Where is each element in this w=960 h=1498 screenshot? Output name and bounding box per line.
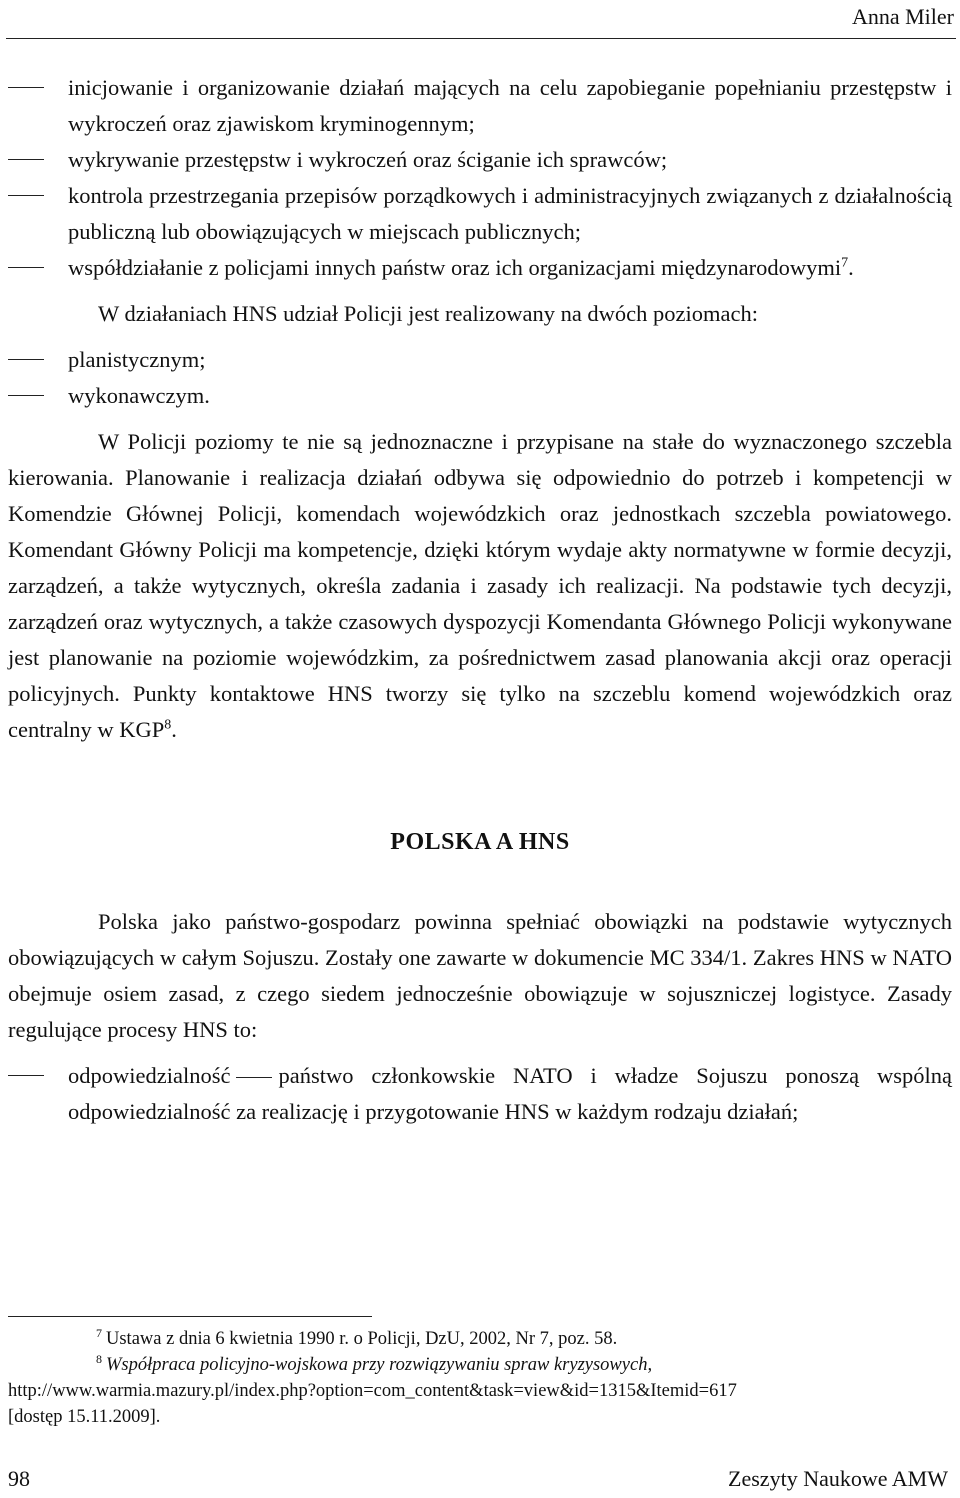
dash-bullet bbox=[8, 1075, 44, 1076]
dash-bullet bbox=[8, 267, 44, 268]
footnote-7 bbox=[8, 1326, 952, 1352]
inline-dash bbox=[236, 1077, 272, 1078]
dash-bullet bbox=[8, 359, 44, 360]
list-item-text: wykrywanie przestępstw i wykroczeń oraz ściganie ich sprawców; bbox=[68, 147, 668, 172]
footnote-number: 7 bbox=[96, 1325, 102, 1340]
list-item-text: wykonawczym. bbox=[68, 383, 210, 408]
footnote-8 bbox=[8, 1352, 952, 1378]
page-body bbox=[8, 70, 952, 1130]
list-item bbox=[8, 1058, 952, 1130]
levels-list bbox=[8, 342, 952, 414]
footnote-ref-7[interactable]: 7 bbox=[841, 255, 849, 271]
list-item-text bbox=[68, 1058, 952, 1130]
principle-term: odpowiedzialność bbox=[68, 1063, 231, 1088]
list-item bbox=[8, 178, 952, 250]
hns-principles-list bbox=[8, 1058, 952, 1130]
list-item bbox=[8, 378, 952, 414]
journal-name: Zeszyty Naukowe AMW bbox=[728, 1466, 948, 1491]
principle-text: państwo członkowskie NATO i władze Sojuszu ponoszą wspólną odpowiedzialność za realizację i przygotowanie HNS w każdym rodzaju działań; bbox=[68, 1063, 952, 1124]
footnote-8-url[interactable]: http://www.warmia.mazury.pl/index.php?option=com_content&task=view&id=1315&Itemid=617 bbox=[8, 1381, 737, 1401]
list-item-text: planistycznym; bbox=[68, 347, 206, 372]
list-item-text: kontrola przestrzegania przepisów porządkowych i administracyjnych związanych z działalnością publiczną lub obowiązujących w miejscach publicznych; bbox=[68, 183, 952, 244]
paragraph-polska: Polska jako państwo-gospodarz powinna spełniać obowiązki na podstawie wytycznych obowiązujących w całym Sojuszu. Zostały one zawarte w dokumencie MC 334/1. Zakres HNS w NATO obejmuje osiem zasad, z czego siedem jednocześnie obowiązuje w sojuszniczej logistyce. Zasady regulujące procesy HNS to: bbox=[8, 909, 952, 1042]
dash-bullet bbox=[8, 159, 44, 160]
list-item bbox=[8, 342, 952, 378]
page-number: 98 bbox=[8, 1466, 30, 1491]
paragraph-policja bbox=[8, 424, 952, 748]
list-item-text-main: współdziałanie z policjami innych państw oraz ich organizacjami międzynarodowymi bbox=[68, 255, 842, 280]
footnotes bbox=[8, 1326, 952, 1430]
footnote-8-access: [dostęp 15.11.2009]. bbox=[8, 1407, 161, 1427]
list-item bbox=[8, 142, 952, 178]
footnote-title: Współpraca policyjno-wojskowa przy rozwiązywaniu spraw kryzysowych, bbox=[106, 1355, 653, 1375]
running-head-author: Anna Miler bbox=[851, 4, 954, 29]
dash-bullet bbox=[8, 395, 44, 396]
paragraph-policja-text: W Policji poziomy te nie są jednoznaczne i przypisane na stałe do wyznaczonego szczebla kierowania. Planowanie i realizacja działań odbywa się odpowiednio do potrzeb i kompetencji w Komendzie Głównej Policji, komendach wojewódzkich oraz jednostkach szczebla powiatowego. Komendant Główny Policji ma kompetencje, dzięki którym wydaje akty normatywne w formie decyzji, zarządzeń, a także wytycznych, określa zadania i zasady ich realizacji. Na podstawie tych decyzji, zarządzeń oraz wytycznych, a także czasowych dyspozycji Komendanta Głównego Policji wykonywane jest planowanie na poziomie wojewódzkim, za pośrednictwem zasad planowania akcji oraz operacji policyjnych. Punkty kontaktowe HNS tworzy się tylko na szczeblu komend wojewódzkich oraz centralny w KGP bbox=[8, 429, 952, 742]
sentence-end: . bbox=[171, 717, 177, 742]
header-rule bbox=[6, 38, 956, 39]
list-item bbox=[8, 250, 952, 286]
list-item-text bbox=[68, 250, 952, 286]
police-tasks-list bbox=[8, 70, 952, 286]
list-item bbox=[8, 70, 952, 142]
footnote-ref-8[interactable]: 8 bbox=[164, 717, 172, 733]
footnote-text: Ustawa z dnia 6 kwietnia 1990 r. o Policji, DzU, 2002, Nr 7, poz. 58. bbox=[106, 1329, 618, 1349]
dash-bullet bbox=[8, 87, 44, 88]
footnote-rule bbox=[8, 1316, 372, 1317]
section-title: POLSKA A HNS bbox=[390, 829, 570, 855]
dash-bullet bbox=[8, 195, 44, 196]
paragraph-levels: W działaniach HNS udział Policji jest realizowany na dwóch poziomach: bbox=[98, 301, 759, 326]
sentence-end: . bbox=[848, 255, 854, 280]
list-item-text: inicjowanie i organizowanie działań mających na celu zapobieganie popełnianiu przestępstw i wykroczeń oraz zjawiskom kryminogennym; bbox=[68, 75, 952, 136]
footnote-number: 8 bbox=[96, 1351, 102, 1366]
